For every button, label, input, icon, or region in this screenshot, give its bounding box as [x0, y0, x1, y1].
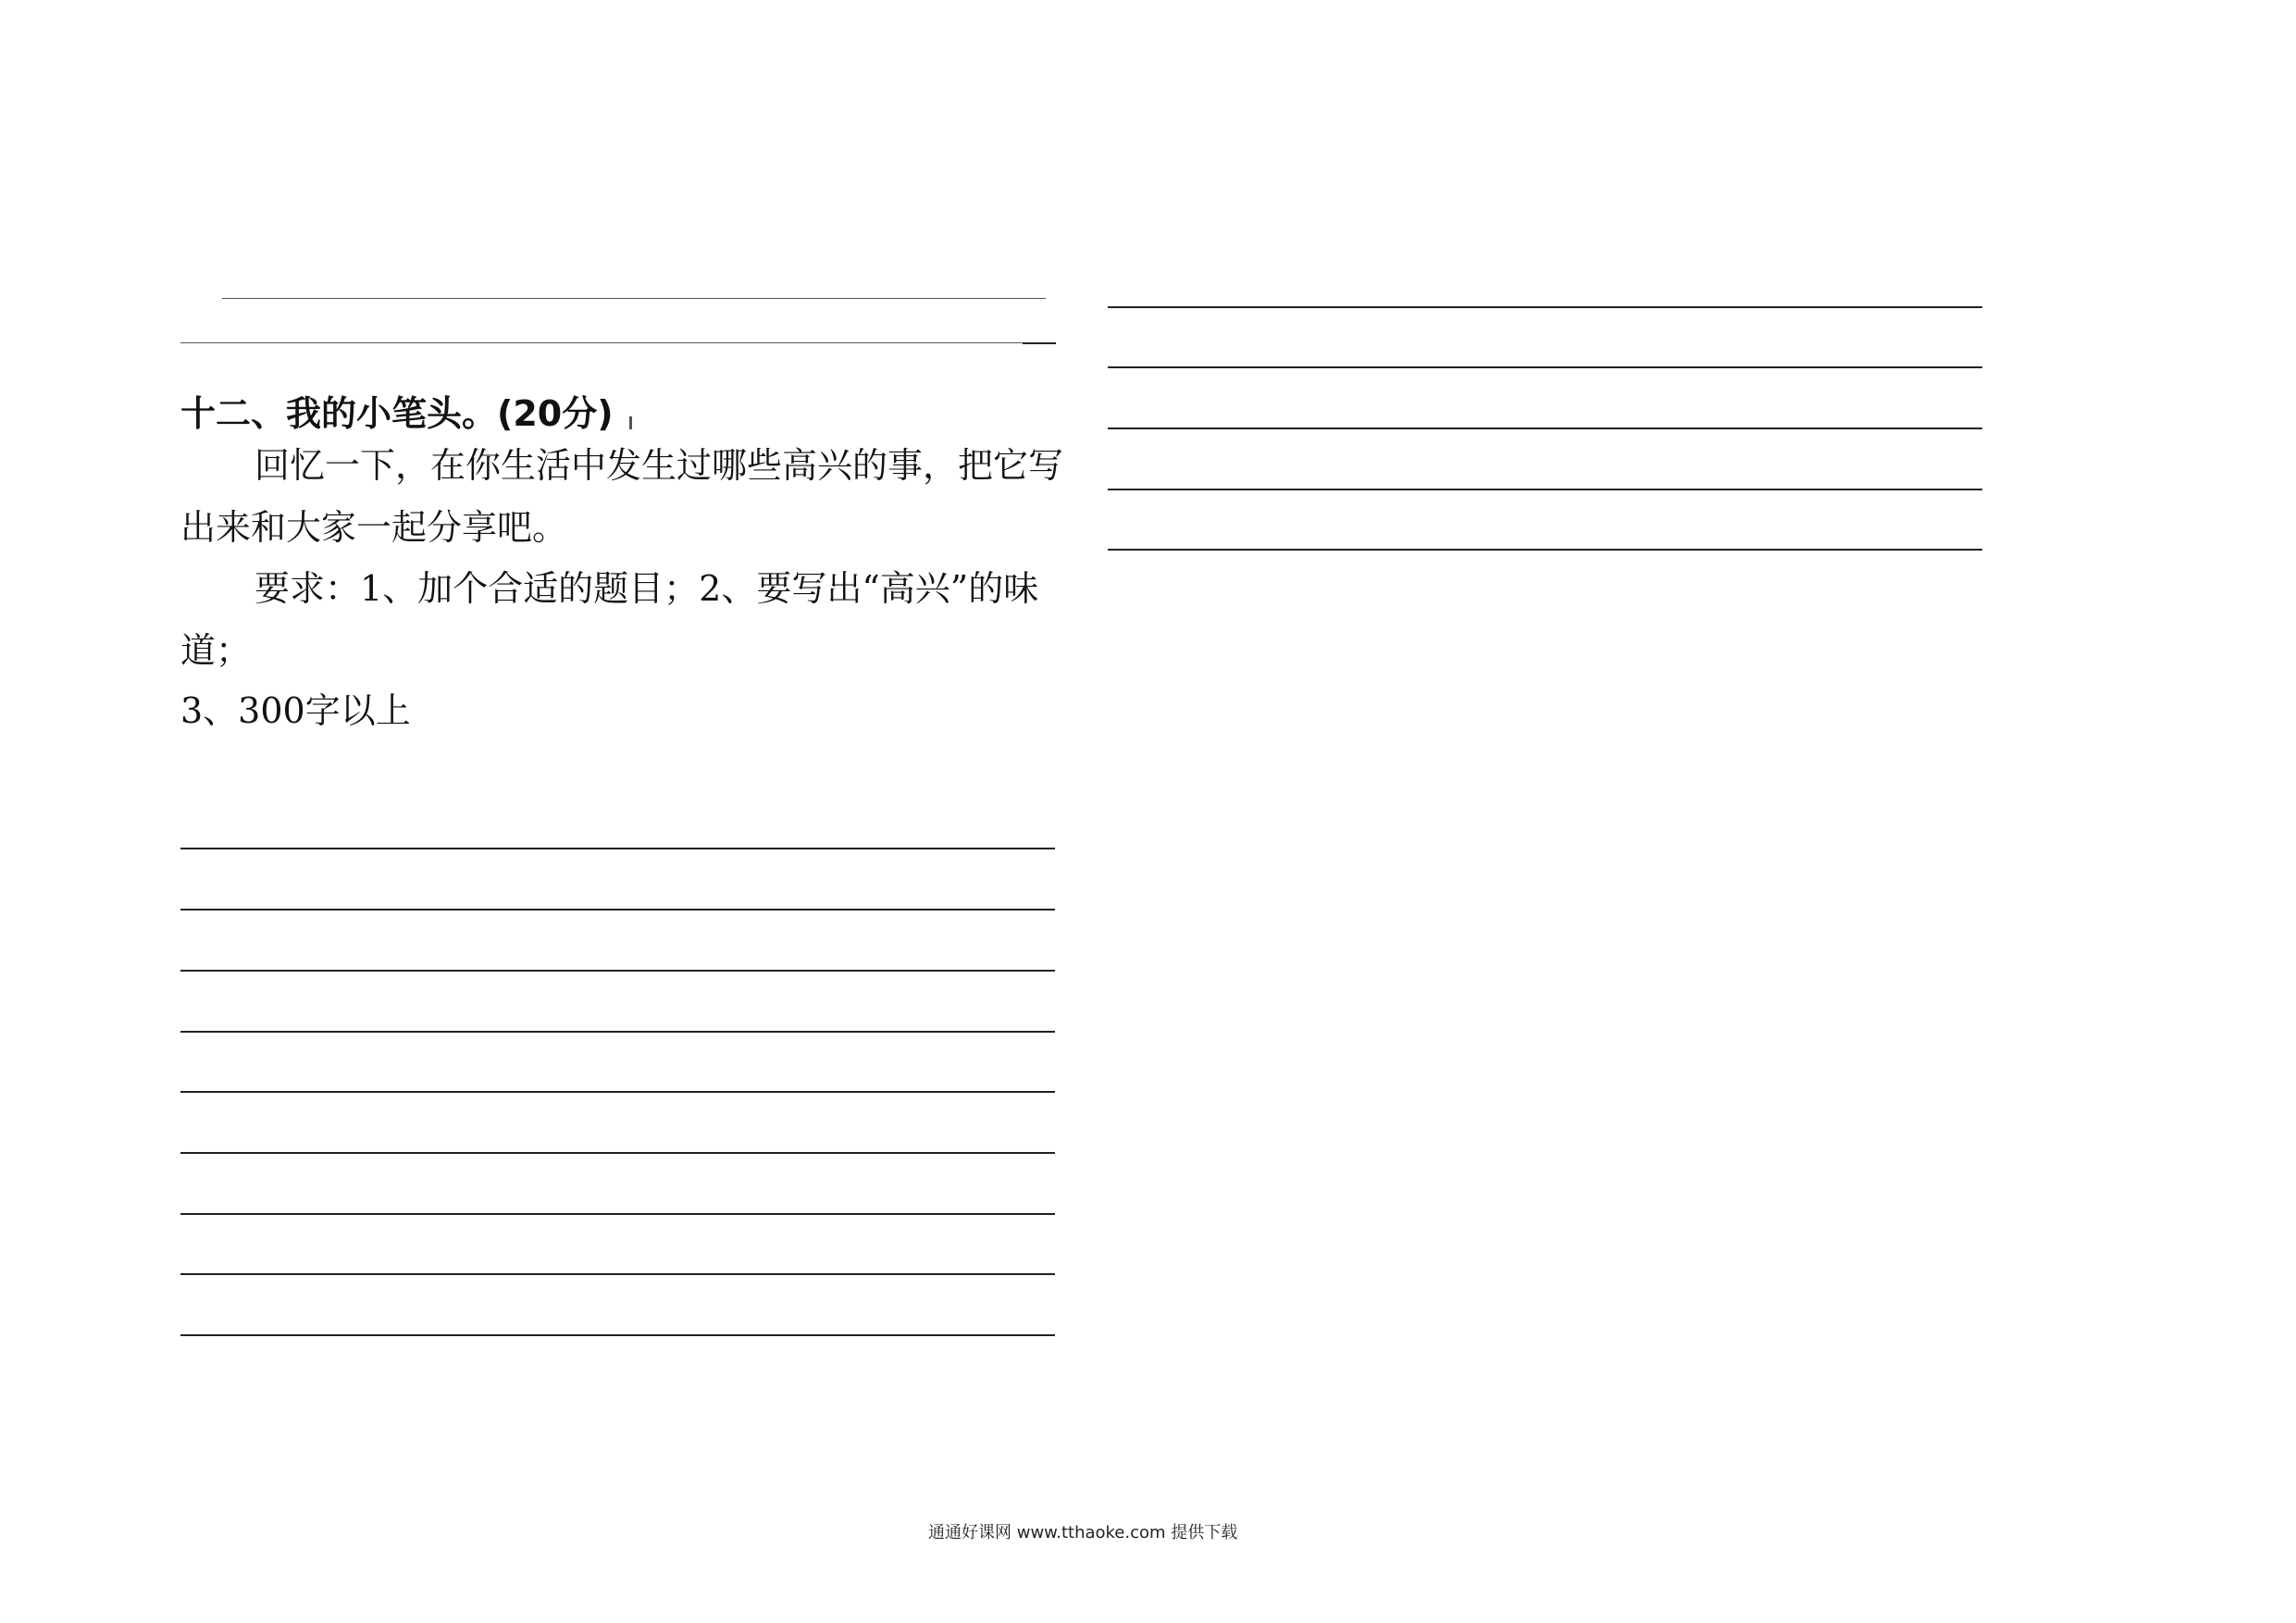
prompt-line-2: 出来和大家一起分享吧。	[180, 507, 568, 548]
writing-line-right-4	[1108, 489, 1982, 490]
section-heading: 十二、我的小笔头。(20分)	[180, 393, 614, 434]
requirements-line-2: 道；	[180, 630, 252, 671]
answer-line-top-1	[222, 298, 1046, 299]
writing-line-right-1	[1108, 306, 1982, 308]
writing-line-left-3	[180, 970, 1055, 972]
footer-text: 通通好课网 www.tthaoke.com 提供下载	[928, 1523, 1238, 1542]
writing-line-left-6	[180, 1152, 1055, 1154]
prompt-line-1: 回忆一下，在你生活中发生过哪些高兴的事，把它写	[254, 445, 1064, 486]
writing-line-left-2	[180, 909, 1055, 911]
writing-line-left-5	[180, 1091, 1055, 1093]
requirements-line-1: 要求：1、加个合适的题目；2、要写出“高兴”的味	[254, 568, 1039, 609]
answer-line-top-2-end	[1023, 342, 1056, 344]
writing-line-left-4	[180, 1031, 1055, 1033]
writing-line-left-9	[180, 1334, 1055, 1336]
writing-line-right-2	[1108, 366, 1982, 368]
writing-line-left-7	[180, 1213, 1055, 1215]
requirements-line-3: 3、300字以上	[180, 690, 411, 731]
writing-line-left-1	[180, 848, 1055, 849]
heading-tick-mark	[629, 416, 632, 429]
answer-line-top-2	[180, 342, 1023, 343]
writing-line-right-5	[1108, 549, 1982, 551]
writing-line-right-3	[1108, 427, 1982, 429]
writing-line-left-8	[180, 1273, 1055, 1275]
